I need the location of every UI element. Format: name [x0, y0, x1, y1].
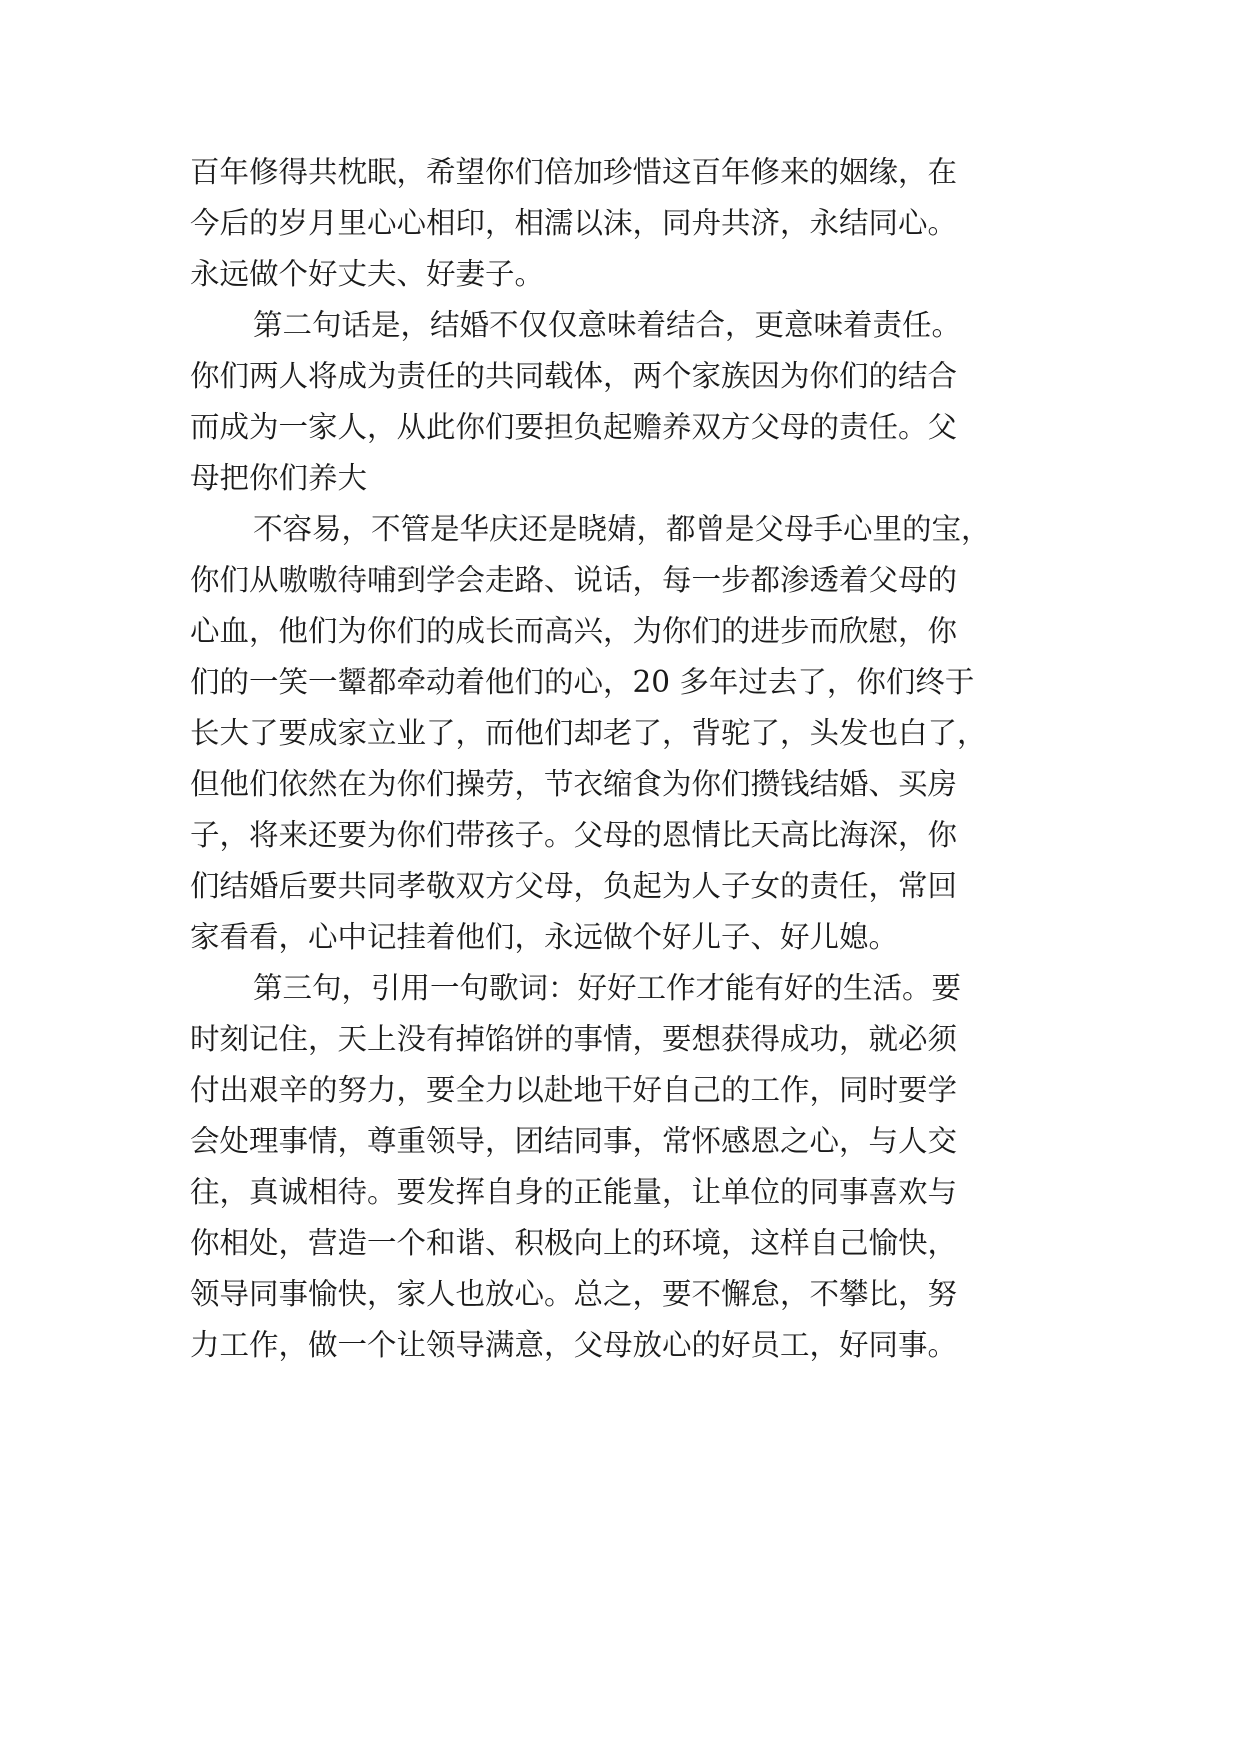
text-line: 母把你们养大	[190, 461, 368, 495]
text-line: 子，将来还要为你们带孩子。父母的恩情比天高比海深，你	[190, 818, 958, 852]
text-line: 心血，他们为你们的成长而高兴，为你们的进步而欣慰，你	[190, 614, 958, 648]
text-line: 第三句，引用一句歌词：好好工作才能有好的生活。要	[253, 971, 962, 1005]
text-line: 今后的岁月里心心相印，相濡以沫，同舟共济，永结同心。	[190, 206, 958, 240]
text-line: 家看看，心中记挂着他们，永远做个好儿子、好儿媳。	[190, 920, 899, 954]
text-line: 而成为一家人，从此你们要担负起赡养双方父母的责任。父	[190, 410, 958, 444]
text-line: 领导同事愉快，家人也放心。总之，要不懈怠，不攀比，努	[190, 1277, 958, 1311]
text-line: 百年修得共枕眠，希望你们倍加珍惜这百年修来的姻缘，在	[190, 155, 958, 189]
text-line: 你们两人将成为责任的共同载体，两个家族因为你们的结合	[190, 359, 958, 393]
text-line: 你相处，营造一个和谐、积极向上的环境，这样自己愉快，	[190, 1226, 958, 1260]
text-line: 会处理事情，尊重领导，团结同事，常怀感恩之心，与人交	[190, 1124, 958, 1158]
text-line: 往，真诚相待。要发挥自身的正能量，让单位的同事喜欢与	[190, 1175, 958, 1209]
text-line: 长大了要成家立业了，而他们却老了，背驼了，头发也白了，	[190, 716, 987, 750]
text-line: 永远做个好丈夫、好妻子。	[190, 257, 545, 291]
text-line: 但他们依然在为你们操劳，节衣缩食为你们攒钱结婚、买房	[190, 767, 958, 801]
text-line: 付出艰辛的努力，要全力以赴地干好自己的工作，同时要学	[190, 1073, 958, 1107]
text-line: 们结婚后要共同孝敬双方父母，负起为人子女的责任，常回	[190, 869, 958, 903]
text-line: 力工作，做一个让领导满意，父母放心的好员工，好同事。	[190, 1328, 958, 1362]
text-line: 们的一笑一颦都牵动着他们的心，20 多年过去了，你们终于	[190, 665, 975, 699]
text-line: 第二句话是，结婚不仅仅意味着结合，更意味着责任。	[253, 308, 962, 342]
text-line: 你们从嗷嗷待哺到学会走路、说话，每一步都渗透着父母的	[190, 563, 958, 597]
text-line: 时刻记住，天上没有掉馅饼的事情，要想获得成功，就必须	[190, 1022, 958, 1056]
text-line: 不容易，不管是华庆还是晓婧，都曾是父母手心里的宝，	[253, 512, 991, 546]
